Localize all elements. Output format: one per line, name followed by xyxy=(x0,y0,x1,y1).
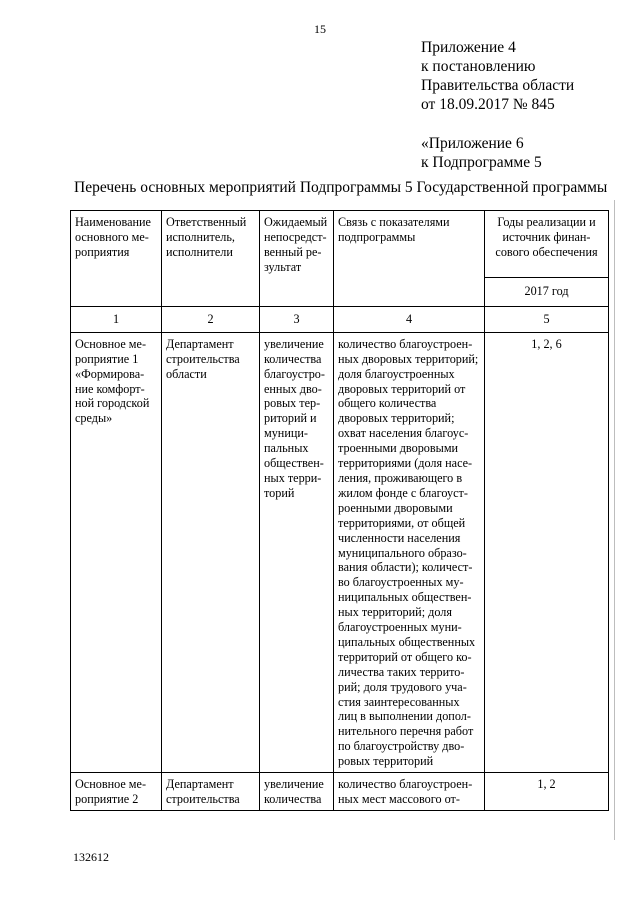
appendix-block xyxy=(421,38,574,172)
appendix-line: Приложение 4 xyxy=(421,39,516,56)
measure-years: 1, 2, 6 xyxy=(485,332,609,772)
measures-table xyxy=(70,210,609,811)
table-header-row xyxy=(71,211,609,278)
measure-executor: Департамент строительства области xyxy=(162,332,260,772)
scan-edge-line xyxy=(614,200,615,840)
measure-result: увеличение количества благоустроенных дворовых территорий и муниципальных общественных территорий xyxy=(260,332,334,772)
appendix-line: от 18.09.2017 № 845 xyxy=(421,96,555,113)
measure-executor: Департамент строительства xyxy=(162,773,260,811)
table-row xyxy=(71,332,609,772)
column-number: 3 xyxy=(260,306,334,332)
footer-code: 132612 xyxy=(73,850,109,864)
measure-indicators: количество благоустроенных дворовых территорий; доля благоустроенных дворовых территорий от общего количества дворовых территорий; охват населения благоустроенными дворовыми территориями (доля населения, проживающего в жилом фонде с благоустроенными дворовыми территориями, от общей численности населения муниципального образования области); количество благоустроенных муниципальных общественных территорий; доля благоустроенных муниципальных общественных территорий от общего количества таких территорий; доля трудового участия заинтересованных лиц в выполнении дополнительного перечня работ по благоустройству дворовых территорий xyxy=(334,332,485,772)
header-indicators: Связь с показателями подпрограммы xyxy=(334,211,485,307)
measure-years: 1, 2 xyxy=(485,773,609,811)
header-year-2017: 2017 год xyxy=(485,278,609,307)
appendix-line: к Подпрограмме 5 xyxy=(421,154,542,171)
measure-indicators: количество благоустроенных мест массового от- xyxy=(334,773,485,811)
appendix-line: Правительства области xyxy=(421,77,575,94)
document-title: Перечень основных мероприятий Подпрограммы 5 Государственной программы xyxy=(74,179,608,196)
column-number: 5 xyxy=(485,306,609,332)
column-number: 1 xyxy=(71,306,162,332)
page-number: 15 xyxy=(314,22,326,36)
header-name: Наименование основного мероприятия xyxy=(71,211,162,307)
column-number-row xyxy=(71,306,609,332)
appendix-line: «Приложение 6 xyxy=(421,135,524,152)
measure-name: Основное мероприятие 2 xyxy=(71,773,162,811)
appendix-line: к постановлению xyxy=(421,58,536,75)
measure-name: Основное мероприятие 1 «Формирование комфортной городской среды» xyxy=(71,332,162,772)
header-result: Ожидаемый непосредственный результат xyxy=(260,211,334,307)
header-years: Годы реализации и источник финансового обеспечения xyxy=(485,211,609,278)
measure-result: увеличение количества xyxy=(260,773,334,811)
header-executor: Ответственный исполнитель, исполнители xyxy=(162,211,260,307)
table-row xyxy=(71,773,609,811)
column-number: 2 xyxy=(162,306,260,332)
column-number: 4 xyxy=(334,306,485,332)
